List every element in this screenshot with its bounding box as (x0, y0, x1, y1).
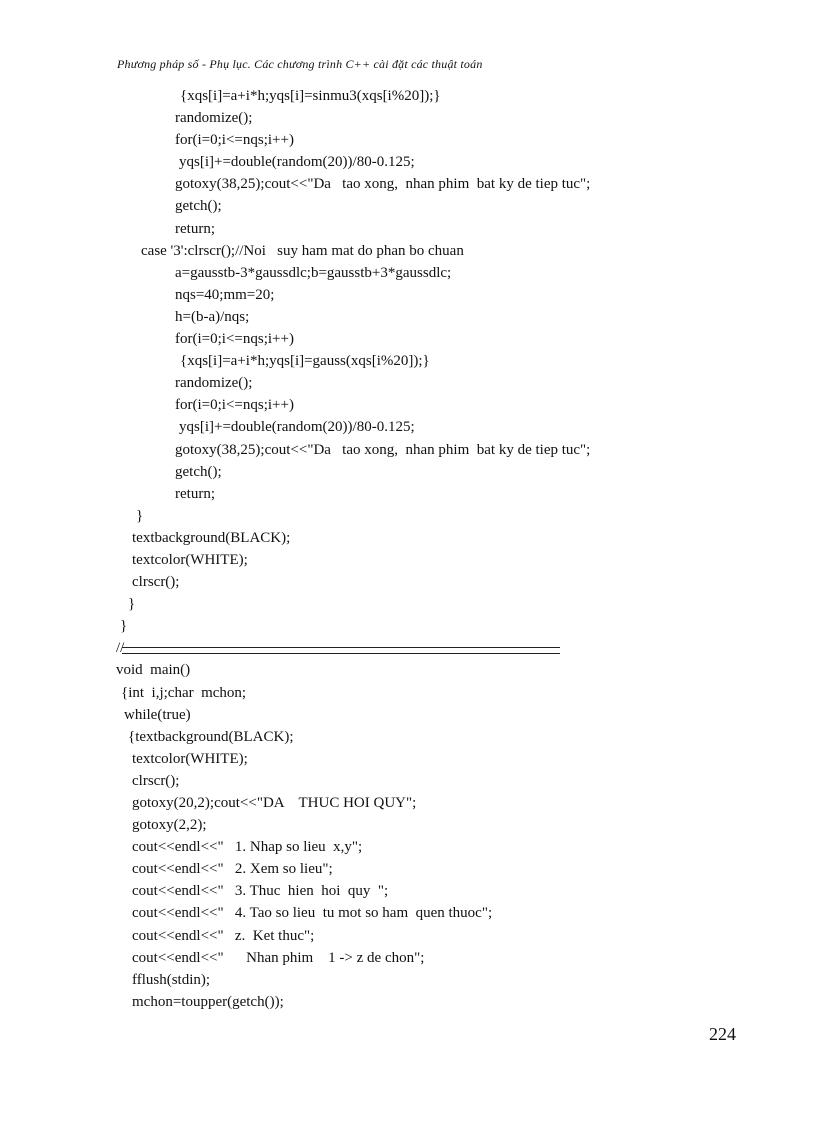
code-line-text: fflush(stdin); (132, 971, 211, 988)
code-line (116, 659, 590, 681)
code-line-text: } (136, 507, 144, 524)
code-line-text: nqs=40;mm=20; (175, 286, 275, 303)
code-line (116, 262, 590, 284)
code-line (116, 615, 590, 637)
code-line (116, 527, 590, 549)
code-line-text: gotoxy(20,2);cout<<"DA THUC HOI QUY"; (132, 795, 417, 811)
code-line (116, 394, 590, 416)
code-line-text: mchon=toupper(getch()); (132, 993, 284, 1010)
code-line-text: gotoxy(38,25);cout<<"Da tao xong, nhan phim bat ky de tiep tuc"; (175, 441, 591, 458)
code-line-text: while(true) (124, 706, 191, 723)
separator-rule (122, 647, 560, 654)
code-line-text: // (116, 640, 125, 657)
code-line (116, 991, 590, 1013)
code-line (116, 571, 590, 593)
code-line (116, 372, 590, 394)
code-line-text: gotoxy(2,2); (132, 817, 207, 834)
code-line (116, 858, 590, 880)
code-line-text: clrscr(); (132, 772, 180, 789)
code-line-text: textcolor(WHITE); (132, 750, 248, 767)
code-line (116, 814, 590, 836)
code-line (116, 151, 590, 173)
code-line-text: yqs[i]+=double(random(20))/80-0.125; (179, 419, 415, 436)
code-line-text: gotoxy(38,25);cout<<"Da tao xong, nhan phim bat ky de tiep tuc"; (175, 176, 591, 193)
code-line (116, 129, 590, 151)
code-line (116, 218, 590, 240)
code-line-text: textbackground(BLACK); (132, 529, 291, 546)
code-line-text: randomize(); (175, 110, 253, 127)
code-line-text: return; (175, 485, 215, 502)
code-line (116, 969, 590, 991)
code-line-text: randomize(); (175, 375, 253, 392)
code-line (116, 505, 590, 527)
code-line (116, 770, 590, 792)
code-line-text: for(i=0;i<=nqs;i++) (175, 397, 294, 414)
code-line-text: h=(b-a)/nqs; (175, 308, 250, 325)
code-line (116, 593, 590, 615)
code-line (116, 925, 590, 947)
code-line (116, 704, 590, 726)
code-line (116, 880, 590, 902)
code-line-text: getch(); (175, 198, 222, 215)
code-line (116, 461, 590, 483)
code-line (116, 682, 590, 704)
code-line-text: {int i,j;char mchon; (121, 684, 247, 701)
code-line (116, 549, 590, 571)
page-number: 224 (709, 1024, 736, 1044)
code-line (116, 726, 590, 748)
code-line-text: getch(); (175, 463, 222, 480)
code-line-text: case '3':clrscr();//Noi suy ham mat do phan bo chuan (141, 242, 464, 259)
code-line-text: return; (175, 220, 215, 237)
code-line (116, 416, 590, 438)
code-line (116, 107, 590, 129)
code-line (116, 439, 590, 461)
code-line-text: cout<<endl<<" Nhan phim 1 -> z de chon"; (132, 949, 425, 966)
code-line (116, 947, 590, 969)
code-line-text: cout<<endl<<" 3. Thuc hien hoi quy "; (132, 883, 389, 900)
code-line-text: a=gausstb-3*gaussdlc;b=gausstb+3*gaussdlc; (175, 264, 452, 281)
code-line-text: void main() (116, 662, 191, 679)
code-line-text: clrscr(); (132, 574, 180, 591)
code-line-text: for(i=0;i<=nqs;i++) (175, 132, 294, 149)
code-line-text: cout<<endl<<" 1. Nhap so lieu x,y"; (132, 839, 363, 856)
code-line-text: for(i=0;i<=nqs;i++) (175, 331, 294, 348)
code-line-text: cout<<endl<<" 4. Tao so lieu tu mot so ham quen thuoc"; (132, 905, 493, 922)
code-line-text: } (120, 618, 128, 635)
code-line (116, 483, 590, 505)
code-line (116, 748, 590, 770)
code-line-text: cout<<endl<<" 2. Xem so lieu"; (132, 861, 333, 878)
code-line-text: } (128, 596, 136, 613)
code-line (116, 350, 590, 372)
code-line (116, 284, 590, 306)
code-line-text: textcolor(WHITE); (132, 551, 248, 568)
code-line (116, 836, 590, 858)
code-line (116, 306, 590, 328)
code-line (116, 195, 590, 217)
code-line (116, 240, 590, 262)
code-line (116, 85, 590, 107)
code-line (116, 328, 590, 350)
code-line-text: yqs[i]+=double(random(20))/80-0.125; (179, 154, 415, 171)
code-listing (116, 85, 590, 1013)
running-header: Phương pháp số - Phụ lục. Các chương trình C++ cài đặt các thuật toán (117, 57, 483, 71)
code-line (116, 792, 590, 814)
code-line (116, 902, 590, 924)
code-line-text: {xqs[i]=a+i*h;yqs[i]=sinmu3(xqs[i%20]);} (180, 88, 441, 104)
code-line-text: cout<<endl<<" z. Ket thuc"; (132, 927, 315, 944)
code-line (116, 173, 590, 195)
code-line-text: {textbackground(BLACK); (128, 728, 294, 745)
code-line-text: {xqs[i]=a+i*h;yqs[i]=gauss(xqs[i%20]);} (180, 353, 430, 370)
